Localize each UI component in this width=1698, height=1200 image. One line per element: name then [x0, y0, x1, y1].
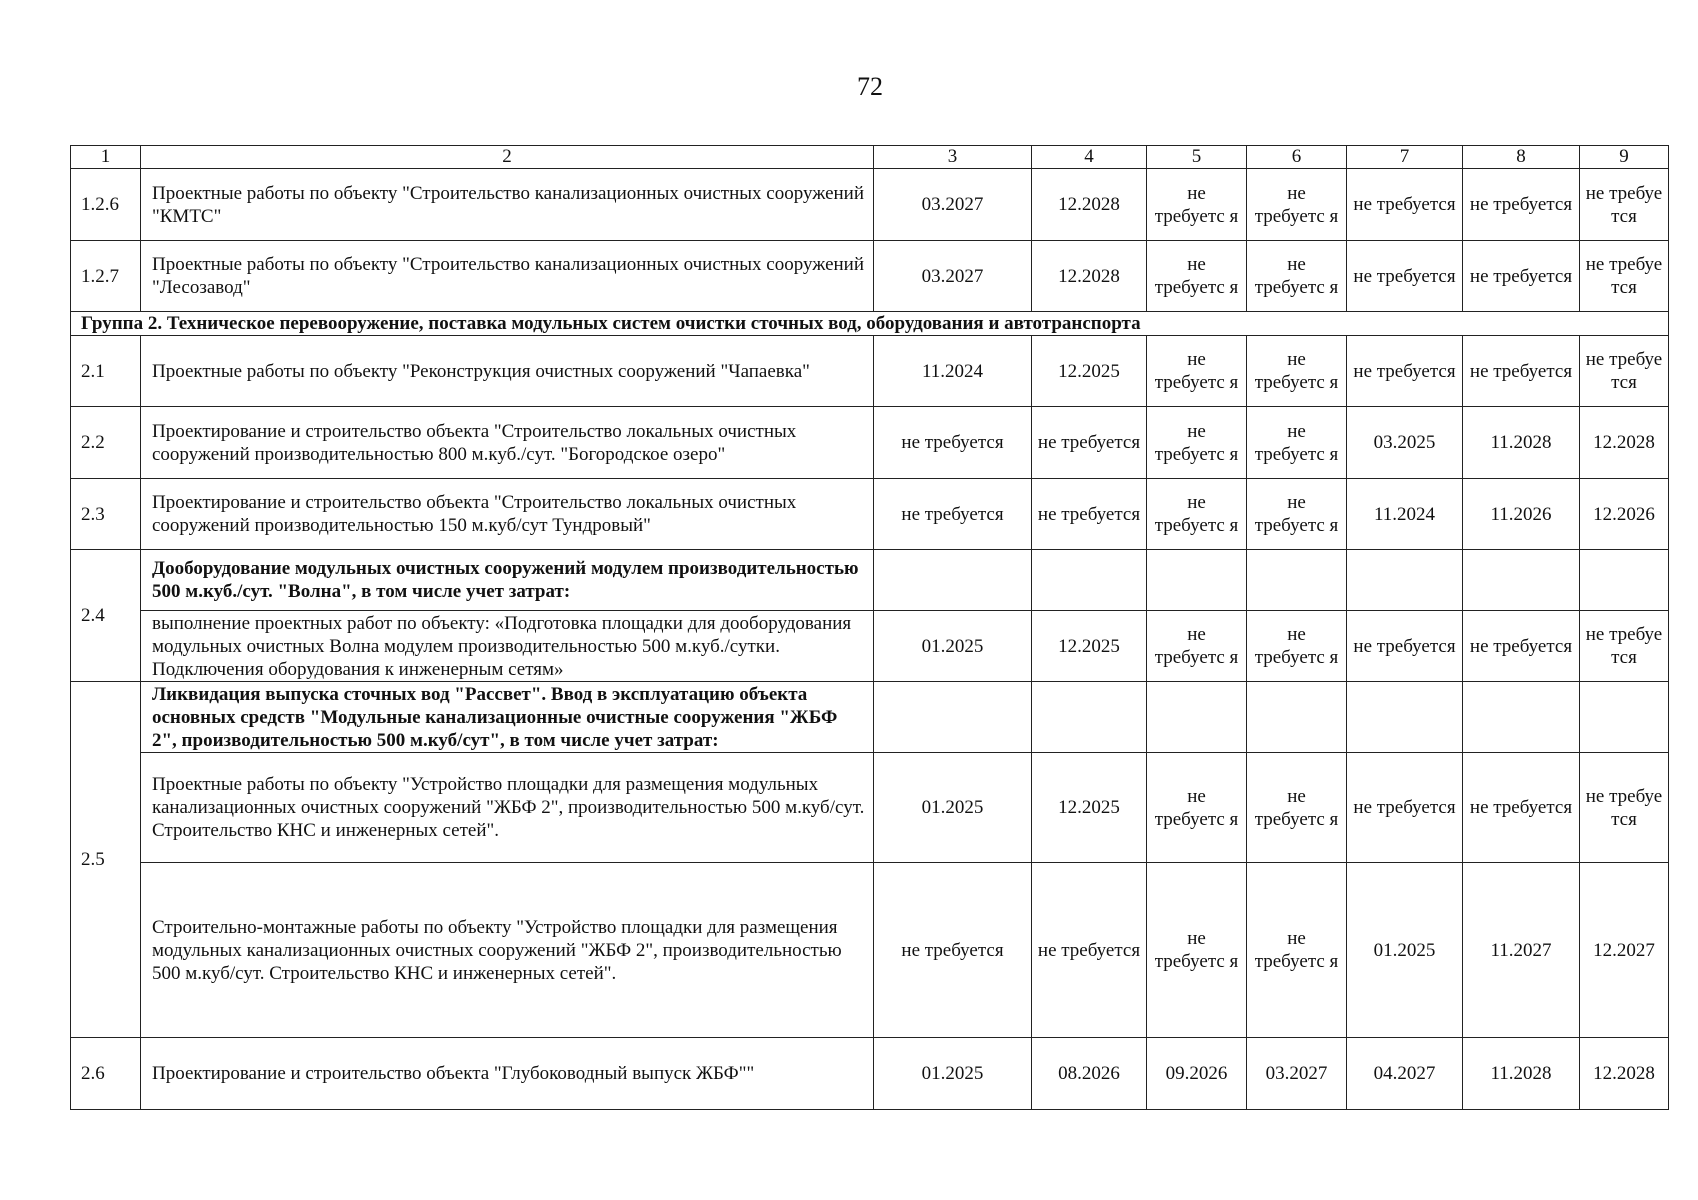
cell-col6: не требуетс я [1247, 611, 1347, 682]
cell-col9: не требуе тся [1580, 169, 1669, 241]
table-row [71, 1038, 1669, 1110]
table-row [71, 407, 1669, 479]
row-description: выполнение проектных работ по объекту: «Подготовка площадки для дооборудования модульных очистных Волна модулем производительностью 500 м.куб./сутки. Подключения оборудования к инженерным сетям» [141, 611, 874, 682]
cell-col9: 12.2028 [1580, 1038, 1669, 1110]
cell-col8 [1463, 550, 1580, 611]
cell-col4: не требуется [1032, 407, 1147, 479]
table-row [71, 682, 1669, 753]
header-cell: 8 [1463, 146, 1580, 169]
cell-col3: не требуется [874, 407, 1032, 479]
row-description: Строительно-монтажные работы по объекту "Устройство площадки для размещения модульных канализационных очистных сооружений "ЖБФ 2", производительностью 500 м.куб/сут. Строительство КНС и инженерных сетей". [141, 863, 874, 1038]
table-row [71, 169, 1669, 241]
cell-col6 [1247, 682, 1347, 753]
cell-col7: не требуется [1347, 611, 1463, 682]
cell-col5 [1147, 682, 1247, 753]
header-cell: 5 [1147, 146, 1247, 169]
cell-col7: не требуется [1347, 241, 1463, 312]
cell-col3 [874, 550, 1032, 611]
cell-col5: не требуетс я [1147, 611, 1247, 682]
cell-col7 [1347, 682, 1463, 753]
cell-col7 [1347, 550, 1463, 611]
cell-col3: 03.2027 [874, 169, 1032, 241]
header-row [71, 146, 1669, 169]
cell-col5: не требуетс я [1147, 479, 1247, 550]
row-number: 2.4 [71, 550, 141, 682]
cell-col5: 09.2026 [1147, 1038, 1247, 1110]
table-row [71, 336, 1669, 407]
cell-col9 [1580, 550, 1669, 611]
cell-col4: 12.2025 [1032, 611, 1147, 682]
cell-col3: 11.2024 [874, 336, 1032, 407]
cell-col6: не требуетс я [1247, 241, 1347, 312]
cell-col7: 03.2025 [1347, 407, 1463, 479]
group-row [71, 312, 1669, 336]
cell-col9: не требуе тся [1580, 241, 1669, 312]
table-row [71, 863, 1669, 1038]
group-heading: Группа 2. Техническое перевооружение, поставка модульных систем очистки сточных вод, оборудования и автотранспорта [71, 312, 1669, 336]
row-number: 2.6 [71, 1038, 141, 1110]
table-row [71, 753, 1669, 863]
cell-col8: не требуется [1463, 169, 1580, 241]
header-cell: 1 [71, 146, 141, 169]
cell-col9: не требуе тся [1580, 753, 1669, 863]
cell-col3 [874, 682, 1032, 753]
row-description: Дооборудование модульных очистных сооружений модулем производительностью 500 м.куб./сут. "Волна", в том числе учет затрат: [141, 550, 874, 611]
cell-col6 [1247, 550, 1347, 611]
cell-col6: не требуетс я [1247, 336, 1347, 407]
row-number: 1.2.7 [71, 241, 141, 312]
cell-col6: 03.2027 [1247, 1038, 1347, 1110]
cell-col7: не требуется [1347, 753, 1463, 863]
cell-col6: не требуетс я [1247, 169, 1347, 241]
cell-col3: не требуется [874, 863, 1032, 1038]
row-description: Проектные работы по объекту "Реконструкция очистных сооружений "Чапаевка" [141, 336, 874, 407]
cell-col6: не требуетс я [1247, 407, 1347, 479]
header-cell: 9 [1580, 146, 1669, 169]
cell-col5 [1147, 550, 1247, 611]
row-description: Проектные работы по объекту "Устройство площадки для размещения модульных канализационных очистных сооружений "ЖБФ 2", производительностью 500 м.куб/сут. Строительство КНС и инженерных сетей". [141, 753, 874, 863]
cell-col4: не требуется [1032, 863, 1147, 1038]
row-description: Проектирование и строительство объекта "Глубоководный выпуск ЖБФ"" [141, 1038, 874, 1110]
cell-col7: не требуется [1347, 336, 1463, 407]
cell-col9: 12.2027 [1580, 863, 1669, 1038]
cell-col3: 01.2025 [874, 753, 1032, 863]
cell-col7: 11.2024 [1347, 479, 1463, 550]
cell-col9: не требуе тся [1580, 611, 1669, 682]
row-description: Проектирование и строительство объекта "Строительство локальных очистных сооружений производительностью 800 м.куб./сут. "Богородское озеро" [141, 407, 874, 479]
cell-col8: не требуется [1463, 753, 1580, 863]
cell-col7: 04.2027 [1347, 1038, 1463, 1110]
cell-col9 [1580, 682, 1669, 753]
header-cell: 6 [1247, 146, 1347, 169]
cell-col5: не требуетс я [1147, 863, 1247, 1038]
row-number: 1.2.6 [71, 169, 141, 241]
cell-col7: не требуется [1347, 169, 1463, 241]
row-description: Проектные работы по объекту "Строительство канализационных очистных сооружений "КМТС" [141, 169, 874, 241]
cell-col4: 12.2025 [1032, 336, 1147, 407]
cell-col4 [1032, 682, 1147, 753]
cell-col6: не требуетс я [1247, 863, 1347, 1038]
row-number: 2.2 [71, 407, 141, 479]
header-cell: 7 [1347, 146, 1463, 169]
cell-col6: не требуетс я [1247, 479, 1347, 550]
cell-col5: не требуетс я [1147, 241, 1247, 312]
cell-col9: 12.2028 [1580, 407, 1669, 479]
cell-col4: 12.2025 [1032, 753, 1147, 863]
cell-col3: не требуется [874, 479, 1032, 550]
table-row [71, 550, 1669, 611]
cell-col8: не требуется [1463, 241, 1580, 312]
cell-col8: 11.2028 [1463, 1038, 1580, 1110]
row-description: Ликвидация выпуска сточных вод "Рассвет". Ввод в эксплуатацию объекта основных средств "Модульные канализационные очистные сооружения "ЖБФ 2", производительностью 500 м.куб/сут", в том числе учет затрат: [141, 682, 874, 753]
header-cell: 4 [1032, 146, 1147, 169]
page-number: 72 [857, 72, 883, 101]
cell-col4: 12.2028 [1032, 241, 1147, 312]
table-row [71, 611, 1669, 682]
cell-col5: не требуетс я [1147, 336, 1247, 407]
row-description: Проектные работы по объекту "Строительство канализационных очистных сооружений "Лесозавод" [141, 241, 874, 312]
cell-col7: 01.2025 [1347, 863, 1463, 1038]
cell-col5: не требуетс я [1147, 169, 1247, 241]
header-cell: 2 [141, 146, 874, 169]
cell-col9: не требуе тся [1580, 336, 1669, 407]
cell-col4: 08.2026 [1032, 1038, 1147, 1110]
table-row [71, 241, 1669, 312]
cell-col4: 12.2028 [1032, 169, 1147, 241]
cell-col8: не требуется [1463, 611, 1580, 682]
cell-col4 [1032, 550, 1147, 611]
cell-col8: 11.2027 [1463, 863, 1580, 1038]
schedule-table [70, 145, 1669, 1110]
table-row [71, 479, 1669, 550]
row-description: Проектирование и строительство объекта "Строительство локальных очистных сооружений производительностью 150 м.куб/сут Тундровый" [141, 479, 874, 550]
cell-col8: 11.2028 [1463, 407, 1580, 479]
row-number: 2.1 [71, 336, 141, 407]
cell-col9: 12.2026 [1580, 479, 1669, 550]
header-cell: 3 [874, 146, 1032, 169]
cell-col5: не требуетс я [1147, 753, 1247, 863]
cell-col6: не требуетс я [1247, 753, 1347, 863]
cell-col3: 01.2025 [874, 611, 1032, 682]
cell-col4: не требуется [1032, 479, 1147, 550]
cell-col3: 01.2025 [874, 1038, 1032, 1110]
cell-col8 [1463, 682, 1580, 753]
row-number: 2.5 [71, 682, 141, 1038]
row-number: 2.3 [71, 479, 141, 550]
cell-col8: не требуется [1463, 336, 1580, 407]
cell-col8: 11.2026 [1463, 479, 1580, 550]
cell-col3: 03.2027 [874, 241, 1032, 312]
cell-col5: не требуетс я [1147, 407, 1247, 479]
